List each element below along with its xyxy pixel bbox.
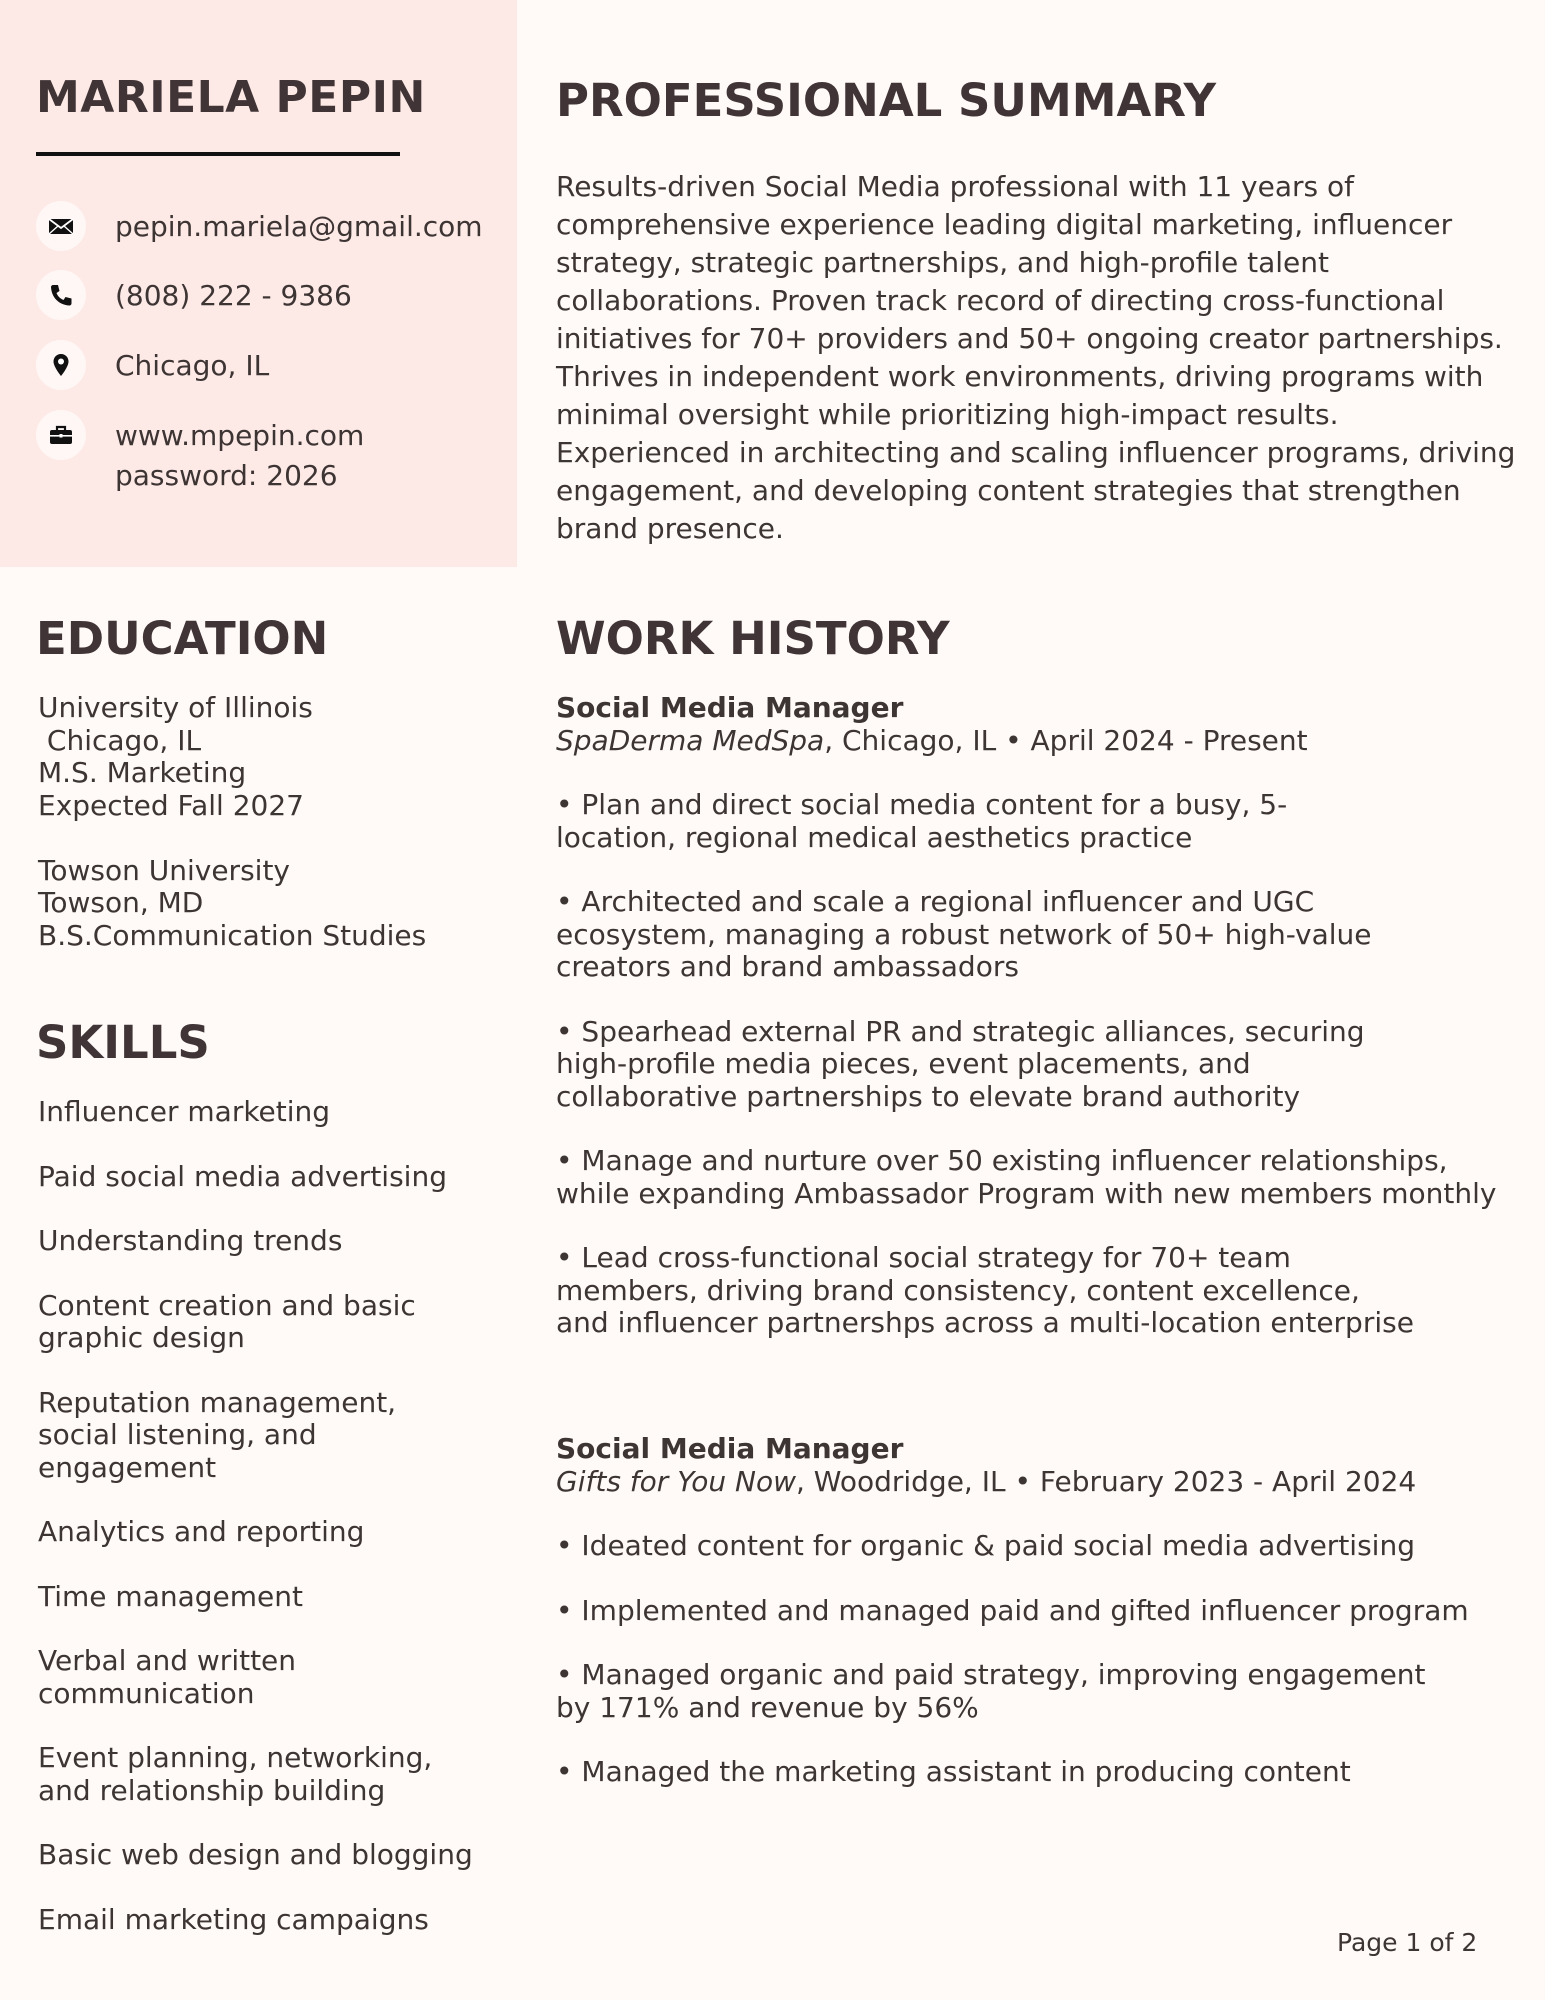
skill-item: Basic web design and blogging	[38, 1838, 473, 1871]
job-company: Gifts for You Now	[556, 1464, 796, 1498]
job-details: , Woodridge, IL • February 2023 - April 2024	[795, 1464, 1417, 1498]
job-bullets	[556, 789, 1506, 1340]
job-entry	[556, 692, 1506, 1340]
job-title: Social Media Manager	[556, 1432, 904, 1465]
skill-item: Influencer marketing	[38, 1095, 331, 1128]
job-bullet: • Managed organic and paid strategy, improving engagement by 171% and revenue by 56%	[556, 1658, 1426, 1724]
education-heading: EDUCATION	[36, 612, 329, 665]
work-history-heading: WORK HISTORY	[556, 612, 950, 665]
location-text: Chicago, IL	[115, 349, 270, 382]
phone-number: (808) 222 - 9386	[115, 279, 352, 312]
name-divider	[36, 152, 400, 156]
skill-item: Time management	[38, 1579, 303, 1613]
email-link[interactable]: pepin.mariela@gmail.com	[115, 210, 483, 243]
job-title: Social Media Manager	[556, 691, 904, 724]
education-location: Towson, MD	[38, 886, 204, 919]
page-number: Page 1 of 2	[1337, 1928, 1478, 1957]
job-bullets	[556, 1530, 1506, 1789]
skills-list	[38, 1096, 478, 1968]
job-bullet: • Implemented and managed paid and gifted influencer program	[556, 1593, 1469, 1627]
job-bullet: • Lead cross-functional social strategy for 70+ team members, driving brand consistency, content excellence, and influencer partnershps across a multi-location enterprise	[556, 1241, 1414, 1339]
education-degree: B.S.Communication Studies	[38, 918, 427, 952]
website-link[interactable]: www.mpepin.com	[115, 419, 365, 452]
phone-icon	[36, 270, 86, 320]
job-bullet: • Managed the marketing assistant in producing content	[556, 1755, 1351, 1788]
website-password: password: 2026	[115, 459, 338, 492]
job-bullet: • Ideated content for organic & paid social media advertising	[556, 1529, 1415, 1562]
summary-heading: PROFESSIONAL SUMMARY	[556, 74, 1217, 127]
job-details: , Chicago, IL • April 2024 - Present	[824, 723, 1308, 757]
skill-item: Analytics and reporting	[38, 1515, 365, 1548]
skill-item: Email marketing campaigns	[38, 1902, 429, 1936]
candidate-name: MARIELA PEPIN	[36, 72, 426, 123]
skill-item: Event planning, networking, and relationship building	[38, 1741, 433, 1807]
skill-item: Understanding trends	[38, 1224, 343, 1257]
education-degree: M.S. Marketing	[38, 756, 247, 789]
skill-item: Verbal and written communication	[38, 1644, 297, 1710]
briefcase-icon	[36, 410, 86, 460]
job-bullet: • Manage and nurture over 50 existing influencer relationships, while expanding Ambassador Program with new members monthly	[556, 1144, 1497, 1210]
envelope-icon	[36, 201, 86, 251]
job-company: SpaDerma MedSpa	[556, 723, 825, 757]
education-location: Chicago, IL	[38, 723, 202, 757]
map-pin-icon	[36, 340, 86, 390]
job-meta	[556, 1466, 1506, 1499]
education-list	[38, 692, 426, 952]
skill-item: Content creation and basic graphic design	[38, 1288, 416, 1354]
education-school: University of Illinois	[38, 691, 313, 724]
job-meta	[556, 725, 1506, 758]
summary-paragraph: Results-driven Social Media professional with 11 years of comprehensive experience leading digital marketing, influencer strategy, strategic partnerships, and high-profile talent collaborations. Proven track record of directing cross-functional initiatives for 70+ providers and 50+ ongoing creator partnerships. Thrives in independent work environments, driving programs with minimal oversight while prioritizing high-impact results. Experienced in architecting and scaling influencer programs, driving engagement, and developing content strategies that strengthen brand presence.	[556, 170, 1516, 545]
skill-item: Reputation management, social listening, and engagement	[38, 1385, 397, 1484]
job-bullet: • Plan and direct social media content for a busy, 5-location, regional medical aesthetics practice	[556, 788, 1288, 854]
job-bullet: • Architected and scale a regional influencer and UGC ecosystem, managing a robust network of 50+ high-value creators and brand ambassadors	[556, 885, 1372, 983]
education-note: Expected Fall 2027	[38, 788, 304, 822]
job-entry	[556, 1433, 1506, 1789]
skill-item: Paid social media advertising	[38, 1159, 447, 1193]
skills-heading: SKILLS	[36, 1016, 210, 1069]
education-school: Towson University	[38, 853, 290, 887]
job-bullet: • Spearhead external PR and strategic alliances, securing high-profile media pieces, event placements, and collaborative partnerships to elevate brand authority	[556, 1014, 1365, 1113]
